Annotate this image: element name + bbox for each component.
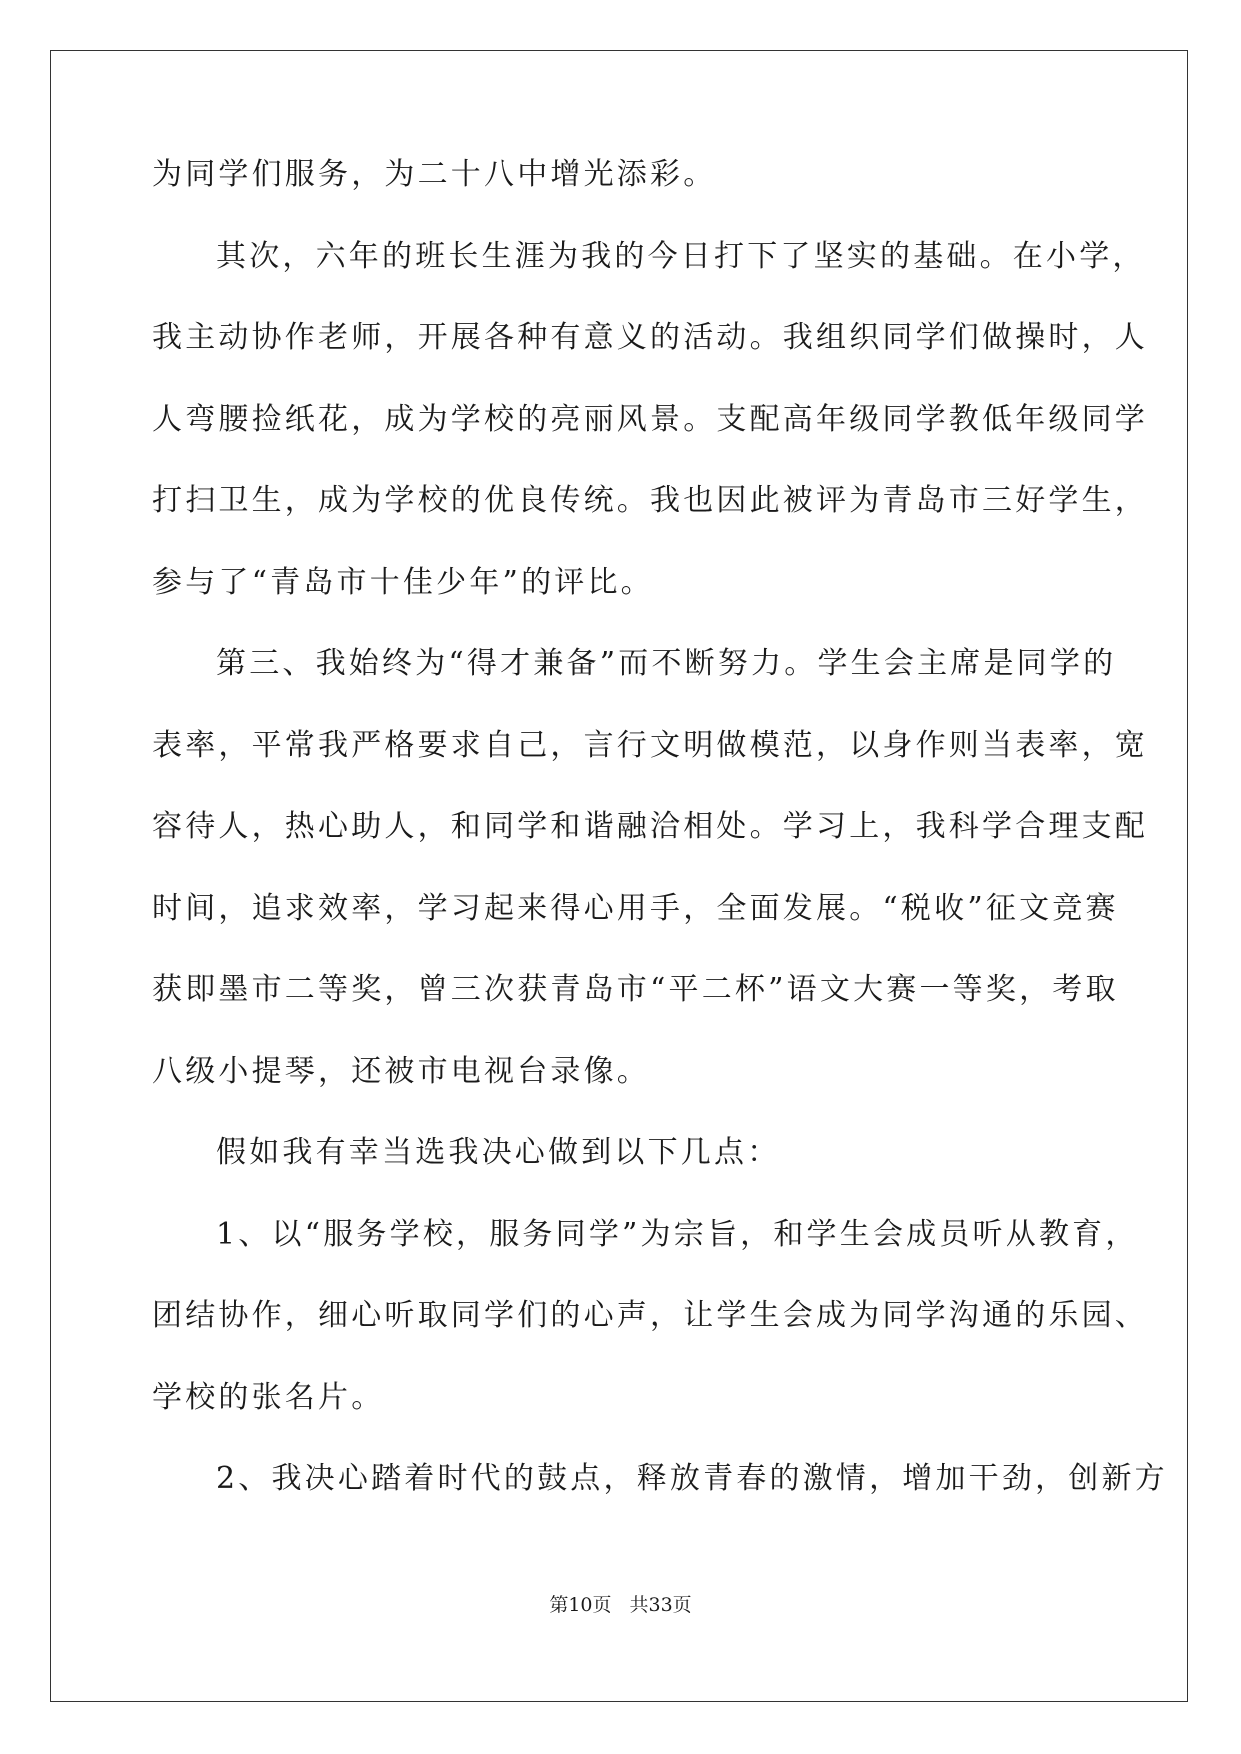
- text-line: 第三、我始终为“得才兼备”而不断努力。学生会主席是同学的: [216, 646, 1117, 681]
- text-line: 获即墨市二等奖，曾三次获青岛市“平二杯”语文大赛一等奖，考取: [152, 972, 1119, 1007]
- text-line: 容待人，热心助人，和同学和谐融洽相处。学习上，我科学合理支配: [152, 809, 1148, 844]
- page-footer: [0, 1590, 1241, 1617]
- text-line: 时间，追求效率，学习起来得心用手，全面发展。“税收”征文竞赛: [152, 890, 1119, 926]
- text-line: 表率，平常我严格要求自己，言行文明做模范，以身作则当表率，宽: [152, 727, 1148, 763]
- text-line: 打扫卫生，成为学校的优良传统。我也因此被评为青岛市三好学生，: [152, 483, 1148, 518]
- text-line: 为同学们服务，为二十八中增光添彩。: [152, 157, 717, 192]
- text-line: 我主动协作老师，开展各种有意义的活动。我组织同学们做操时，人: [152, 320, 1148, 355]
- text-line: 八级小提琴，还被市电视台录像。: [152, 1053, 650, 1089]
- text-line: 1、以“服务学校，服务同学”为宗旨，和学生会成员听从教育，: [216, 1216, 1139, 1252]
- page-total: 共33页: [629, 1594, 692, 1616]
- text-line: 其次，六年的班长生涯为我的今日打下了坚实的基础。在小学，: [216, 238, 1146, 274]
- text-line: 人弯腰捡纸花，成为学校的亮丽风景。支配高年级同学教低年级同学: [152, 401, 1148, 437]
- text-line: 团结协作，细心听取同学们的心声，让学生会成为同学沟通的乐园、: [152, 1298, 1148, 1333]
- text-line: 假如我有幸当选我决心做到以下几点：: [216, 1135, 781, 1170]
- text-line: 2、我决心踏着时代的鼓点，释放青春的激情，增加干劲，创新方: [216, 1461, 1168, 1496]
- text-line: 学校的张名片。: [152, 1379, 385, 1415]
- document-body: [152, 155, 1168, 1541]
- page-number: 第10页: [549, 1594, 612, 1616]
- text-line: 参与了“青岛市十佳少年”的评比。: [152, 564, 654, 600]
